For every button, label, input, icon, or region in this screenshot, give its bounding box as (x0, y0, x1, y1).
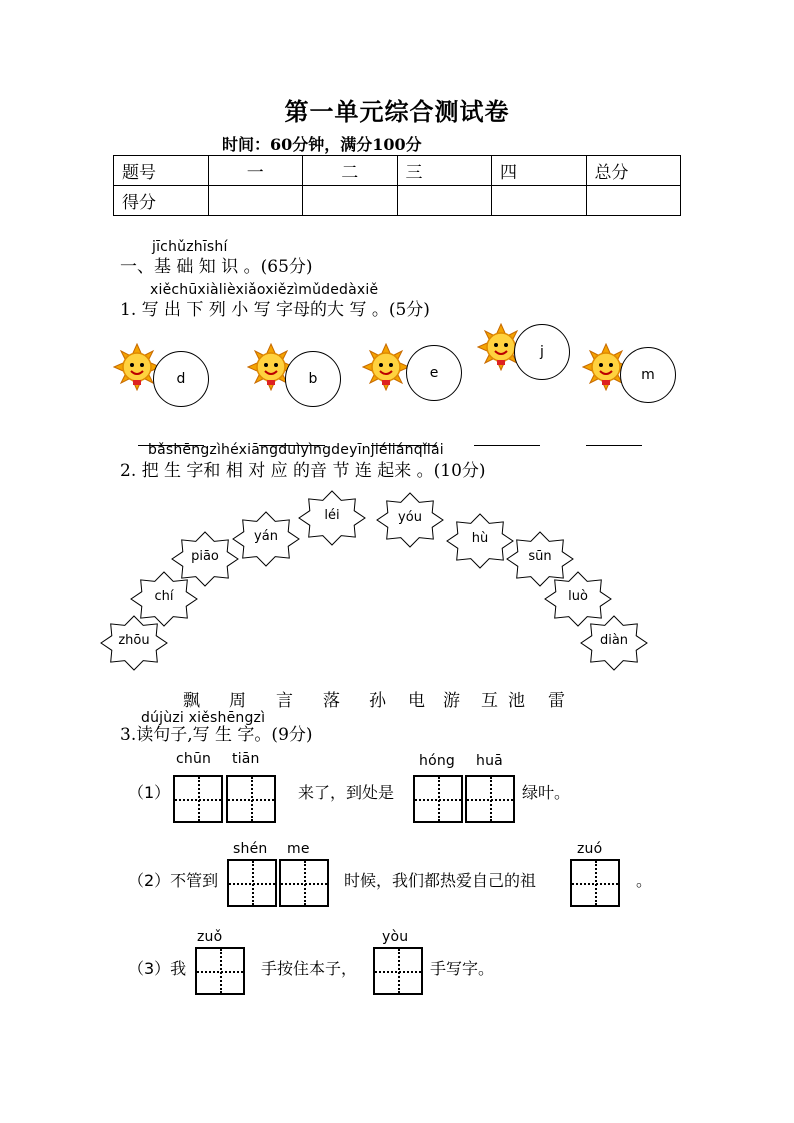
sentence-text: 绿叶。 (522, 783, 571, 802)
syllable-text: sūn (528, 549, 552, 564)
character-option: 周 (229, 691, 246, 711)
answer-line[interactable] (586, 445, 642, 446)
letter-circle: b (285, 351, 341, 407)
syllable-star[interactable] (232, 511, 300, 567)
answer-line[interactable] (474, 445, 540, 446)
grid-pinyin: shén (233, 841, 268, 857)
syllable-text: diàn (599, 633, 629, 648)
score-cell[interactable] (586, 186, 681, 216)
syllable-text: yóu (398, 510, 422, 525)
score-header-cell: 一 (208, 156, 303, 186)
item-number: （2）不管到 (128, 871, 219, 890)
sentence-text: 手写字。 (430, 959, 495, 978)
syllable-star[interactable] (376, 492, 444, 548)
item-number: （3）我 (128, 959, 187, 978)
syllable-text: piāo (191, 549, 219, 564)
time-limit: 时间：60分钟，满分100分 (222, 135, 422, 154)
sentence-text: 。 (636, 871, 653, 890)
character-option: 游 (443, 691, 460, 711)
grid-pinyin: hóng (419, 753, 455, 769)
score-header-cell: 三 (397, 156, 492, 186)
page-title: 第一单元综合测试卷 (284, 97, 510, 126)
section1-title: 一、基 础 知 识 。(65分) (120, 257, 313, 277)
syllable-text: zhōu (118, 633, 150, 648)
grid-pinyin: me (287, 841, 310, 857)
character-option: 雷 (548, 691, 565, 711)
syllable-text: chí (154, 589, 174, 604)
syllable-text: luò (568, 589, 588, 604)
q2-pinyin: bǎshēngzìhéxiāngduìyìngdeyīnjiéliánqǐlái (148, 442, 444, 458)
writing-grid[interactable] (570, 859, 620, 907)
writing-grid[interactable] (279, 859, 329, 907)
character-option: 飘 (183, 691, 200, 711)
q3-title: 3.读句子,写 生 字。(9分) (120, 725, 313, 745)
item-number: （1） (128, 783, 171, 802)
writing-grid[interactable] (195, 947, 245, 995)
syllable-text: hù (471, 531, 489, 546)
score-cell[interactable] (303, 186, 398, 216)
letter-circle: m (620, 347, 676, 403)
score-cell[interactable] (492, 186, 587, 216)
letter-circle: e (406, 345, 462, 401)
character-option: 孙 (369, 691, 386, 711)
q1-title: 1. 写 出 下 列 小 写 字母的大 写 。(5分) (120, 300, 430, 320)
sentence-text: 手按住本子， (261, 959, 358, 978)
syllable-text: léi (324, 508, 340, 523)
writing-grid[interactable] (373, 947, 423, 995)
writing-grid[interactable] (413, 775, 463, 823)
syllable-star[interactable] (446, 513, 514, 569)
character-option: 言 (276, 691, 293, 711)
score-header-cell: 四 (492, 156, 587, 186)
letter-circle: j (514, 324, 570, 380)
q2-title: 2. 把 生 字和 相 对 应 的音 节 连 起来 。(10分) (120, 461, 486, 481)
grid-pinyin: huā (476, 753, 503, 769)
score-row-label: 得分 (114, 186, 209, 216)
grid-pinyin: tiān (232, 751, 260, 767)
grid-pinyin: zuǒ (197, 929, 223, 945)
character-option: 落 (323, 691, 340, 711)
syllable-star[interactable] (298, 490, 366, 546)
writing-grid[interactable] (465, 775, 515, 823)
score-table (113, 155, 681, 216)
syllable-text: yán (254, 529, 278, 544)
letter-circle: d (153, 351, 209, 407)
score-header-cell: 题号 (114, 156, 209, 186)
writing-grid[interactable] (227, 859, 277, 907)
syllable-star[interactable] (171, 531, 239, 587)
writing-grid[interactable] (173, 775, 223, 823)
score-cell[interactable] (397, 186, 492, 216)
score-cell[interactable] (208, 186, 303, 216)
syllable-star[interactable] (580, 615, 648, 671)
character-option: 池 (508, 691, 525, 711)
grid-pinyin: zuó (577, 841, 603, 857)
sentence-text: 时候，我们都热爱自己的祖 (344, 871, 537, 890)
score-header-cell: 二 (303, 156, 398, 186)
section1-pinyin: jīchǔzhīshí (152, 239, 228, 255)
grid-pinyin: chūn (176, 751, 212, 767)
character-option: 电 (408, 691, 425, 711)
writing-grid[interactable] (226, 775, 276, 823)
sun-mascot-icon (362, 343, 410, 391)
character-option: 互 (481, 691, 498, 711)
grid-pinyin: yòu (382, 929, 409, 945)
score-header-cell: 总分 (586, 156, 681, 186)
q1-pinyin: xiěchūxiàlièxiǎoxiězìmǔdedàxiě (150, 282, 379, 298)
sentence-text: 来了，到处是 (298, 783, 395, 802)
q3-pinyin: dújùzi xiěshēngzì (141, 710, 266, 726)
